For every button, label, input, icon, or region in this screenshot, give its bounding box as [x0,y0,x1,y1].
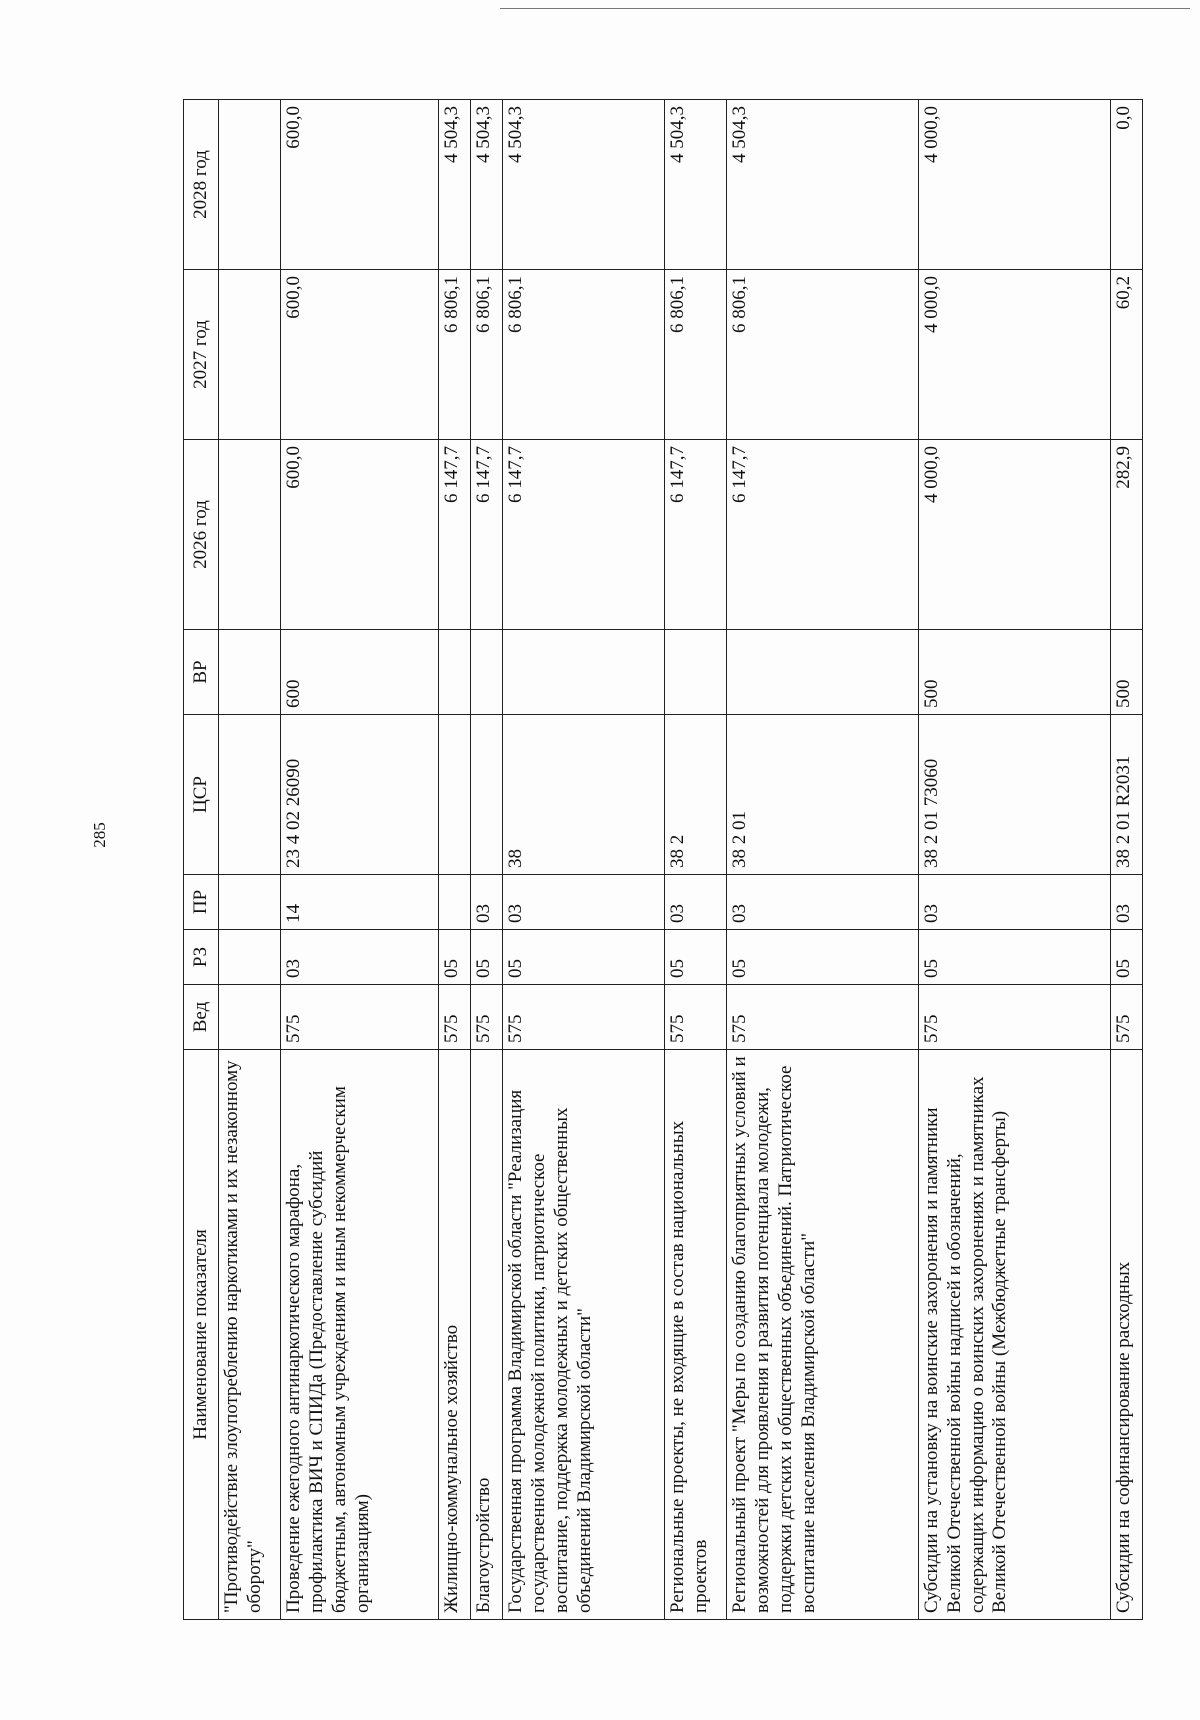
cell-2027: 6 806,1 [503,270,665,440]
cell-ved: 575 [470,985,502,1050]
cell-pr: 03 [664,875,726,930]
header-vr: ВР [184,630,219,715]
cell-rz: 05 [503,930,665,985]
cell-2026: 6 147,7 [664,440,726,630]
cell-rz: 05 [727,930,919,985]
cell-2028: 4 504,3 [664,100,726,270]
cell-2028: 0,0 [1110,100,1142,270]
cell-rz: 05 [438,930,470,985]
table-row [470,100,502,1620]
cell-name: Жилищно-коммунальное хозяйство [438,1050,470,1620]
cell-2026: 282,9 [1110,440,1142,630]
cell-rz: 05 [918,930,1110,985]
cell-csr: 38 2 01 [727,715,919,875]
scan-edge-line [500,8,1190,9]
cell-2027: 4 000,0 [918,270,1110,440]
cell-2026: 6 147,7 [438,440,470,630]
cell-vr: 600 [281,630,438,715]
cell-name: "Противодействие злоупотреблению наркотиками и их незаконному обороту" [219,1050,281,1620]
cell-name: Проведение ежегодного антинаркотического марафона, профилактика ВИЧ и СПИДа (Предоставление субсидий бюджетным, автономным учреждениям и иным некоммерческим организациям) [281,1050,438,1620]
cell-2026: 600,0 [281,440,438,630]
cell-csr: 38 2 01 73060 [918,715,1110,875]
cell-csr: 38 [503,715,665,875]
cell-pr: 03 [727,875,919,930]
cell-ved: 575 [918,985,1110,1050]
page-number: 285 [90,822,109,848]
cell-2027: 6 806,1 [470,270,502,440]
cell-name: Региональные проекты, не входящие в состав национальных проектов [664,1050,726,1620]
cell-rz [219,930,281,985]
cell-vr: 500 [1110,630,1142,715]
cell-rz: 03 [281,930,438,985]
cell-2026: 6 147,7 [470,440,502,630]
cell-csr [219,715,281,875]
cell-2028: 600,0 [281,100,438,270]
cell-pr: 14 [281,875,438,930]
header-ved: Вед [184,985,219,1050]
cell-rz: 05 [470,930,502,985]
cell-csr: 38 2 [664,715,726,875]
cell-2027: 6 806,1 [664,270,726,440]
table-row [438,100,470,1620]
header-2027: 2027 год [184,270,219,440]
cell-2026 [219,440,281,630]
cell-pr [219,875,281,930]
cell-ved: 575 [503,985,665,1050]
cell-ved: 575 [664,985,726,1050]
cell-vr [503,630,665,715]
budget-table [183,99,1143,1620]
cell-2027: 6 806,1 [438,270,470,440]
cell-2027: 600,0 [281,270,438,440]
cell-2027: 60,2 [1110,270,1142,440]
cell-ved [219,985,281,1050]
cell-2026: 4 000,0 [918,440,1110,630]
cell-ved: 575 [438,985,470,1050]
cell-2028: 4 504,3 [727,100,919,270]
cell-rz: 05 [664,930,726,985]
cell-pr: 03 [470,875,502,930]
table-row [918,100,1110,1620]
cell-name: Субсидии на установку на воинские захоронения и памятники Великой Отечественной войны надписей и обозначений, содержащих информацию о воинских захоронениях и памятниках Великой Отечественной войны (Межбюджетные трансферты) [918,1050,1110,1620]
table-row [1110,100,1142,1620]
cell-2028: 4 504,3 [503,100,665,270]
cell-pr [438,875,470,930]
cell-vr [438,630,470,715]
budget-table-container [183,100,1143,1620]
cell-name: Благоустройство [470,1050,502,1620]
cell-vr [664,630,726,715]
cell-2028: 4 504,3 [470,100,502,270]
cell-ved: 575 [727,985,919,1050]
cell-rz: 05 [1110,930,1142,985]
header-2026: 2026 год [184,440,219,630]
header-csr: ЦСР [184,715,219,875]
cell-2027: 6 806,1 [727,270,919,440]
cell-pr: 03 [503,875,665,930]
cell-pr: 03 [918,875,1110,930]
cell-csr: 38 2 01 R2031 [1110,715,1142,875]
header-2028: 2028 год [184,100,219,270]
cell-csr: 23 4 02 26090 [281,715,438,875]
header-rz: РЗ [184,930,219,985]
table-header-row [184,100,219,1620]
table-row [281,100,438,1620]
table-row [727,100,919,1620]
cell-ved: 575 [281,985,438,1050]
header-name: Наименование показателя [184,1050,219,1620]
cell-ved: 575 [1110,985,1142,1050]
cell-vr: 500 [918,630,1110,715]
cell-csr [438,715,470,875]
cell-vr [219,630,281,715]
table-row [219,100,281,1620]
cell-name: Региональный проект "Меры по созданию благоприятных условий и возможностей для проявления и развития потенциала молодежи, поддержки детских и общественных объединений. Патриотическое воспитание населения Владимирской области" [727,1050,919,1620]
cell-2028: 4 504,3 [438,100,470,270]
cell-2028: 4 000,0 [918,100,1110,270]
cell-2026: 6 147,7 [727,440,919,630]
table-row [664,100,726,1620]
header-pr: ПР [184,875,219,930]
cell-2027 [219,270,281,440]
cell-name: Субсидии на софинансирование расходных [1110,1050,1142,1620]
cell-vr [470,630,502,715]
cell-csr [470,715,502,875]
cell-2026: 6 147,7 [503,440,665,630]
cell-2028 [219,100,281,270]
table-row [503,100,665,1620]
cell-name: Государственная программа Владимирской области "Реализация государственной молодежной политики, патриотическое воспитание, поддержка молодежных и детских общественных объединений Владимирской области" [503,1050,665,1620]
cell-vr [727,630,919,715]
cell-pr: 03 [1110,875,1142,930]
